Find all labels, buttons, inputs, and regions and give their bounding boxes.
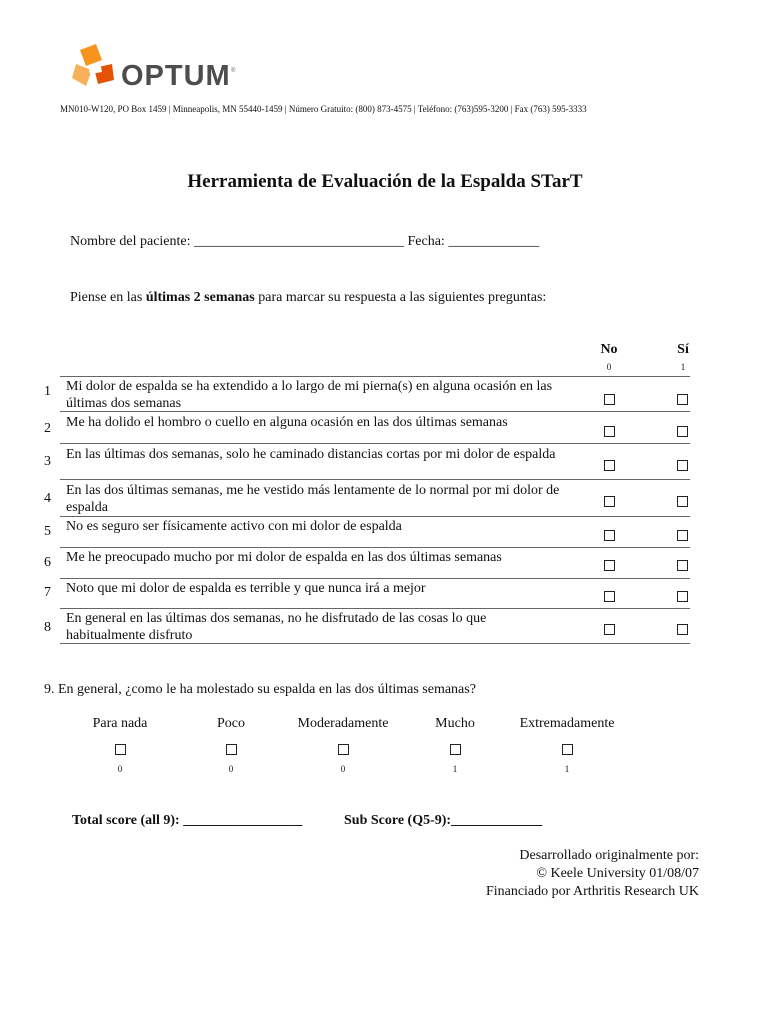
checkbox-q6-no[interactable] <box>604 560 615 571</box>
patient-name-date-field[interactable]: Nombre del paciente: ______________________________ Fecha: _____________ <box>70 234 540 249</box>
q9-option-label: Poco <box>217 716 245 731</box>
credits-line: Desarrollado originalmente por: <box>519 848 699 863</box>
table-divider <box>60 608 690 609</box>
instruction-post: para marcar su respuesta a las siguientes preguntas: <box>254 290 547 305</box>
logo-wordmark: OPTUM <box>121 60 231 92</box>
q9-option-checkbox[interactable] <box>226 744 237 755</box>
instruction-bold: últimas 2 semanas <box>145 290 255 305</box>
column-header-no: No <box>600 342 618 357</box>
table-divider <box>60 376 690 377</box>
q9-option-label: Para nada <box>92 716 148 731</box>
question-9-text: 9. En general, ¿como le ha molestado su espalda en las dos últimas semanas? <box>44 682 476 697</box>
question-number: 4 <box>44 491 51 506</box>
column-score-no: 0 <box>606 362 612 372</box>
total-score-field[interactable]: Total score (all 9): _________________ <box>72 813 303 828</box>
checkbox-q4-si[interactable] <box>677 496 688 507</box>
sub-score-field[interactable]: Sub Score (Q5-9):_____________ <box>344 813 543 828</box>
q9-option-label: Mucho <box>435 716 475 731</box>
table-divider <box>60 578 690 579</box>
instruction-text <box>70 290 546 306</box>
table-divider <box>60 547 690 548</box>
address-line: MN010-W120, PO Box 1459 | Minneapolis, MN 55440-1459 | Número Gratuito: (800) 873-4575 | Teléfono: (763)595-3200 | Fax (763) 595-3333 <box>60 104 587 114</box>
checkbox-q4-no[interactable] <box>604 496 615 507</box>
question-text: Me he preocupado mucho por mi dolor de espalda en las dos últimas semanas <box>66 550 502 565</box>
question-number: 5 <box>44 524 51 539</box>
question-text: Me ha dolido el hombro o cuello en alguna ocasión en las dos últimas semanas <box>66 415 508 430</box>
question-number: 3 <box>44 454 51 469</box>
checkbox-q3-si[interactable] <box>677 460 688 471</box>
checkbox-q7-no[interactable] <box>604 591 615 602</box>
question-number: 1 <box>44 384 51 399</box>
optum-mark-icon <box>72 44 118 90</box>
question-number: 6 <box>44 555 51 570</box>
question-text: Noto que mi dolor de espalda es terrible y que nunca irá a mejor <box>66 581 426 596</box>
question-text: En general en las últimas dos semanas, no he disfrutado de las cosas lo que habitualmente disfruto <box>66 611 487 643</box>
credits-line: Financiado por Arthritis Research UK <box>485 884 699 899</box>
q9-option-score: 1 <box>564 764 570 774</box>
q9-option-score: 1 <box>452 764 458 774</box>
table-divider <box>60 479 690 480</box>
checkbox-q7-si[interactable] <box>677 591 688 602</box>
question-text: Mi dolor de espalda se ha extendido a lo largo de mi pierna(s) en alguna ocasión en las últimas dos semanas <box>66 379 553 411</box>
q9-option-checkbox[interactable] <box>562 744 573 755</box>
q9-option-score: 0 <box>228 764 234 774</box>
checkbox-q8-si[interactable] <box>677 624 688 635</box>
column-score-si: 1 <box>680 362 686 372</box>
checkbox-q6-si[interactable] <box>677 560 688 571</box>
q9-option-score: 0 <box>117 764 123 774</box>
question-number: 2 <box>44 421 51 436</box>
credits-line: © Keele University 01/08/07 <box>536 866 699 881</box>
checkbox-q5-no[interactable] <box>604 530 615 541</box>
checkbox-q1-no[interactable] <box>604 394 615 405</box>
q9-option-checkbox[interactable] <box>450 744 461 755</box>
checkbox-q1-si[interactable] <box>677 394 688 405</box>
question-text: En las dos últimas semanas, me he vestido más lentamente de lo normal por mi dolor de espalda <box>66 483 560 515</box>
question-number: 7 <box>44 585 51 600</box>
page-title: Herramienta de Evaluación de la Espalda STarT <box>187 171 583 192</box>
q9-option-checkbox[interactable] <box>338 744 349 755</box>
checkbox-q5-si[interactable] <box>677 530 688 541</box>
q9-option-checkbox[interactable] <box>115 744 126 755</box>
checkbox-q2-no[interactable] <box>604 426 615 437</box>
q9-option-label: Moderadamente <box>297 716 389 731</box>
credits <box>486 847 699 901</box>
question-text: No es seguro ser físicamente activo con mi dolor de espalda <box>66 519 402 534</box>
q9-option-score: 0 <box>340 764 346 774</box>
optum-logo <box>72 40 247 100</box>
question-text: En las últimas dos semanas, solo he caminado distancias cortas por mi dolor de espalda <box>66 447 556 462</box>
table-divider <box>60 443 690 444</box>
checkbox-q3-no[interactable] <box>604 460 615 471</box>
instruction-pre: Piense en las <box>70 290 146 305</box>
logo-trademark: ® <box>231 68 236 74</box>
column-header-si: Sí <box>677 342 689 357</box>
checkbox-q8-no[interactable] <box>604 624 615 635</box>
checkbox-q2-si[interactable] <box>677 426 688 437</box>
q9-option-label: Extremadamente <box>519 716 615 731</box>
question-number: 8 <box>44 620 51 635</box>
table-divider <box>60 516 690 517</box>
